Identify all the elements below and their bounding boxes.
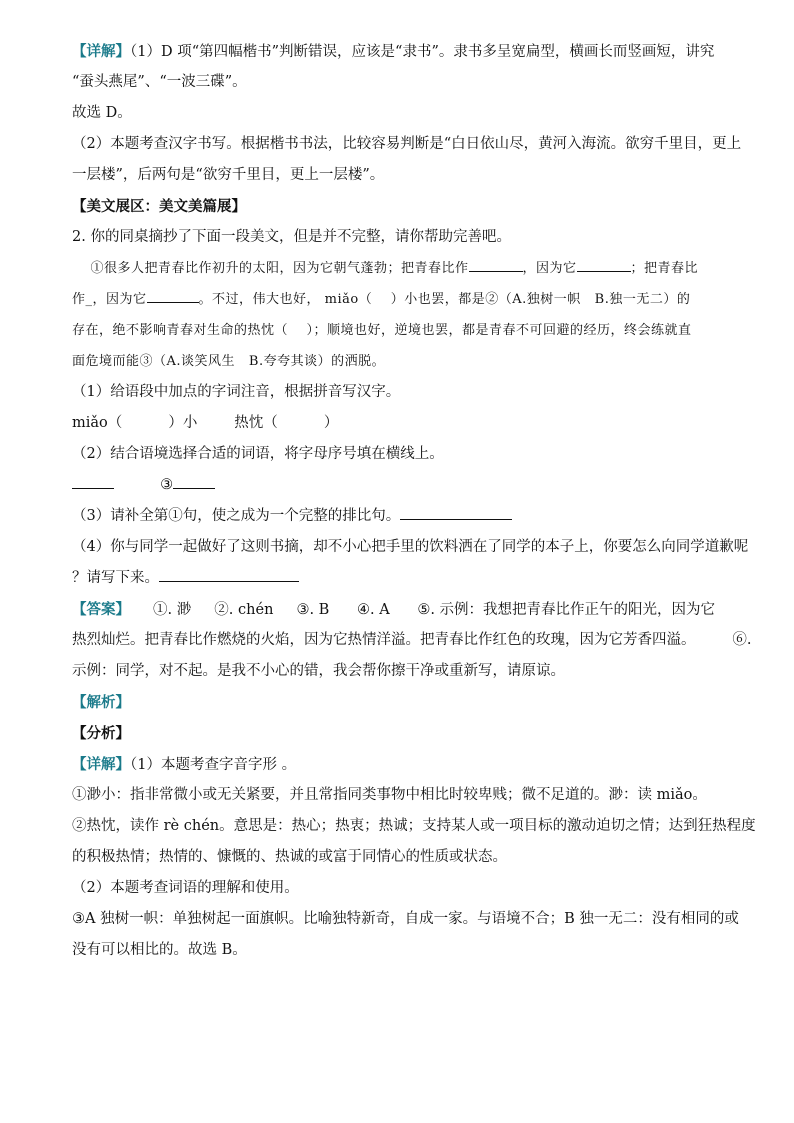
text-line: [72, 749, 296, 781]
text-segment: ①. 渺 ②. chén ③. B ④. A ⑤. 示例：我想把青春比作正午的阳光，因为它: [130, 602, 716, 618]
text-segment: ；把青春比: [630, 261, 699, 276]
answer-blank: [469, 257, 523, 272]
text-segment: 故选 D。: [72, 105, 132, 121]
text-line: [72, 160, 384, 191]
answer-blank: [159, 567, 299, 582]
text-segment: “蚕头燕尾”、“一波三碟”。: [72, 74, 247, 90]
answer-blank: [72, 474, 114, 489]
text-line: [72, 222, 511, 253]
text-line: [72, 501, 512, 532]
text-segment: ③A 独树一帜：单独树起一面旗帜。比喻独特新奇，自成一家。与语境不合；B 独一无二：没有相同的或: [72, 911, 739, 927]
text-line: [72, 315, 692, 346]
text-segment: 的积极热情；热情的、慷慨的、热诚的或富于同情心的性质或状态。: [72, 849, 507, 865]
text-segment: 没有可以相比的。故选 B。: [72, 942, 247, 958]
text-line: [72, 36, 714, 68]
text-segment: ①很多人把青春比作初升的太阳，因为它朝气蓬勃；把青春比作: [72, 261, 469, 276]
section-tag: 【详解】: [72, 756, 130, 773]
text-line: [72, 253, 698, 284]
text-line: [72, 780, 707, 811]
section-heading: 【分析】: [72, 725, 130, 742]
answer-blank: [400, 505, 512, 520]
text-line: [72, 67, 247, 98]
text-line: [72, 935, 247, 966]
text-line: [72, 842, 507, 873]
text-line: [72, 98, 132, 129]
text-segment: 一层楼”，后两句是“欲穷千里目，更上一层楼”。: [72, 167, 385, 183]
text-segment: （2）结合语境选择合适的词语，将字母序号填在横线上。: [72, 446, 444, 462]
text-segment: （1）给语段中加点的字词注音，根据拼音写汉字。: [72, 384, 401, 400]
answer-blank: [147, 288, 199, 303]
text-segment: （4）你与同学一起做好了这则书摘，却不小心把手里的饮料洒在了同学的本子上，你要怎么向同学道歉呢: [72, 539, 749, 555]
text-segment: 。不过，伟大也好， miǎo（ ）小也罢，都是②（A.独树一帜 B.独一无二）的: [198, 292, 691, 307]
text-line: [72, 718, 130, 750]
text-segment: （3）请补全第①句，使之成为一个完整的排比句。: [72, 508, 401, 524]
text-line: [72, 656, 565, 687]
text-segment: ①渺小：指非常微小或无关紧要，并且常指同类事物中相比时较卑贱；微不足道的。渺：读 miǎo。: [72, 787, 707, 803]
section-tag: 【解析】: [72, 694, 130, 711]
answer-blank: [577, 257, 631, 272]
text-segment: ，因为它: [522, 261, 577, 276]
text-segment: 2. 你的同桌摘抄了下面一段美文，但是并不完整，请你帮助完善吧。: [72, 229, 511, 245]
text-line: [72, 625, 751, 656]
text-segment: （1）D 项“第四幅楷书”判断错误，应该是“隶书”。隶书多呈宽扁型，横画长而竖画短，讲究: [130, 44, 715, 60]
text-line: [72, 191, 246, 223]
text-line: [72, 470, 215, 501]
answer-blank: [173, 474, 215, 489]
text-segment: 热烈灿烂。把青春比作燃烧的火焰，因为它热情洋溢。把青春比作红色的玫瑰，因为它芳香四溢。 ⑥.: [72, 632, 752, 648]
text-line: [72, 594, 715, 626]
section-tag: 【详解】: [72, 43, 130, 60]
text-segment: 作_，因为它: [72, 292, 147, 307]
text-line: [72, 129, 741, 160]
text-line: [72, 346, 385, 377]
text-line: [72, 408, 338, 439]
text-segment: 存在，绝不影响青春对生命的热忱（ ）；顺境也好，逆境也罢，都是青春不可回避的经历，终会练就直: [72, 323, 692, 338]
text-segment: 示例：同学，对不起。是我不小心的错，我会帮你擦干净或重新写，请原谅。: [72, 663, 565, 679]
text-line: [72, 687, 130, 719]
text-segment: （2）本题考查词语的理解和使用。: [72, 880, 299, 896]
section-tag: 【答案】: [72, 601, 130, 618]
text-line: [72, 377, 400, 408]
text-segment: ②热忱，读作 rè chén。意思是：热心；热衷；热诚；支持某人或一项目标的激动迫切之情；达到狂热程度: [72, 818, 756, 834]
text-segment: ③: [114, 477, 174, 493]
text-segment: miǎo（ ）小 热忱（ ）: [72, 415, 339, 431]
text-line: [72, 811, 756, 842]
text-segment: ？请写下来。: [72, 570, 159, 586]
text-line: [72, 873, 299, 904]
text-line: [72, 563, 299, 594]
text-segment: （2）本题考查汉字书写。根据楷书书法，比较容易判断是“白日依山尽，黄河入海流。欲穷千里目，更上: [72, 136, 742, 152]
text-line: [72, 532, 748, 563]
text-segment: （1）本题考查字音字形 。: [130, 757, 297, 773]
text-line: [72, 284, 690, 315]
section-heading: 【美文展区：美文美篇展】: [72, 198, 246, 215]
text-line: [72, 439, 444, 470]
text-line: [72, 904, 739, 935]
text-segment: 面危境而能③（A.谈笑风生 B.夸夸其谈）的洒脱。: [72, 354, 386, 369]
